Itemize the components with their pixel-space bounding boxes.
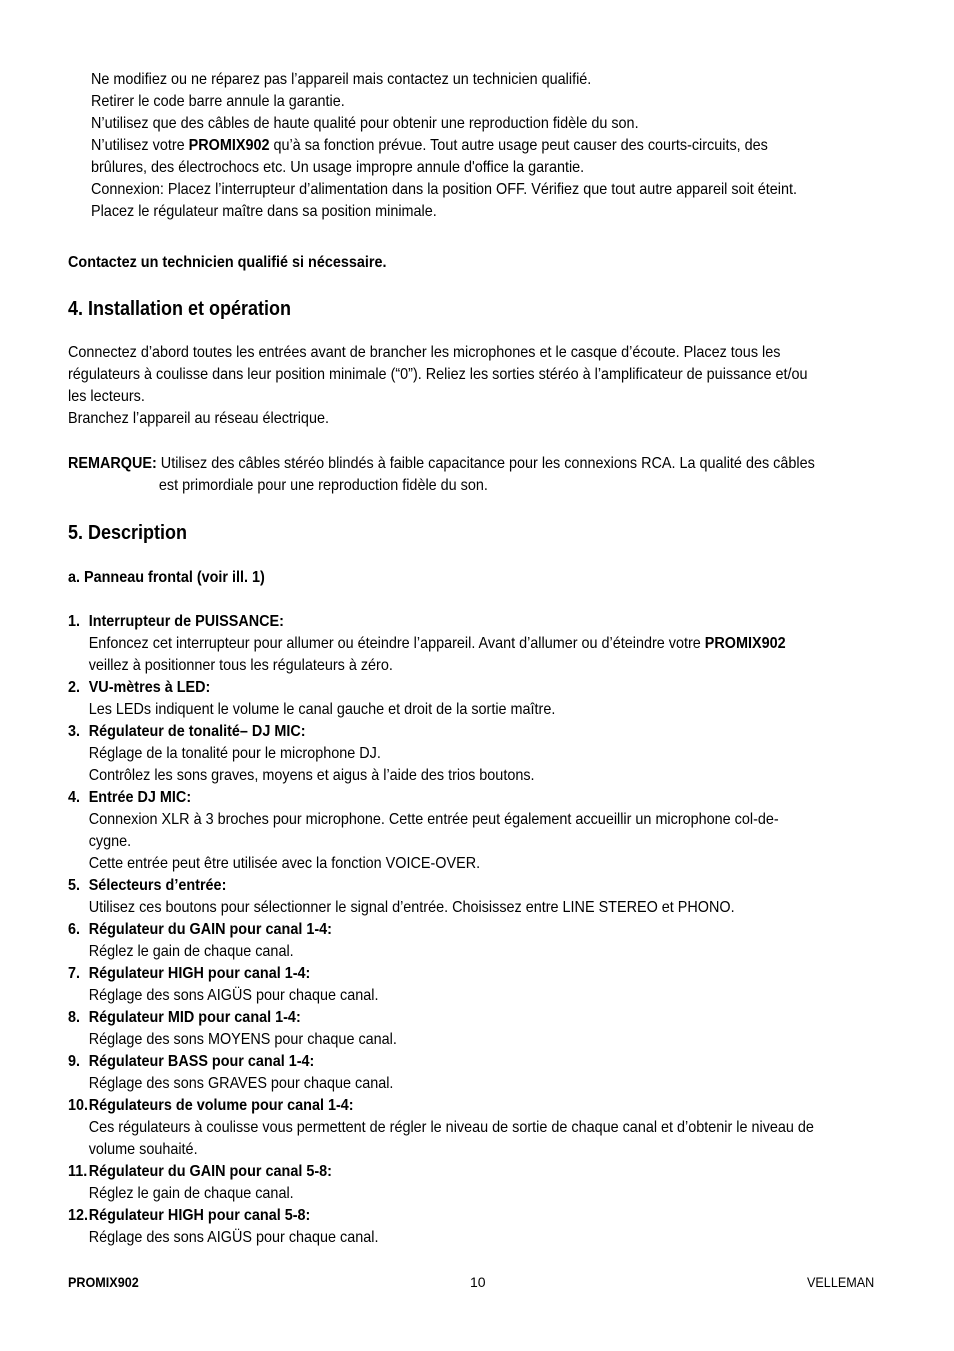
list-item-body — [68, 633, 896, 655]
list-item-number: 5. — [68, 877, 81, 894]
list-item-number: 12. — [68, 1207, 89, 1224]
list-item-title — [68, 721, 896, 743]
list-item-body: Cette entrée peut être utilisée avec la fonction VOICE-OVER. — [88, 855, 481, 872]
list-item-title — [68, 1161, 896, 1183]
paragraph-line: les lecteurs. — [68, 388, 145, 405]
list-item — [68, 919, 896, 963]
list-item-heading: Régulateur du GAIN pour canal 1-4: — [88, 921, 332, 938]
bullet-line — [91, 135, 883, 157]
brand-name: PROMIX902 — [188, 137, 270, 154]
list-item-number: 11. — [68, 1163, 88, 1180]
list-item-body: Ces régulateurs à coulisse vous permettent de régler le niveau de sortie de chaque canal et d’obtenir le niveau de — [88, 1119, 814, 1136]
list-item-heading: Sélecteurs d’entrée: — [88, 877, 227, 894]
brand-name: PROMIX902 — [704, 635, 786, 652]
list-item-number: 1. — [68, 613, 81, 630]
list-item-title — [68, 963, 896, 985]
list-item-body: Réglage des sons AIGÜS pour chaque canal. — [88, 1229, 379, 1246]
list-item — [68, 1095, 896, 1161]
bullet-line: Ne modifiez ou ne réparez pas l’appareil mais contactez un technicien qualifié. — [91, 71, 592, 88]
list-item-body: Contrôlez les sons graves, moyens et aigus à l’aide des trios boutons. — [88, 767, 535, 784]
bullet-line: Connexion: Placez l’interrupteur d’alimentation dans la position OFF. Vérifiez que tout autre appareil soit éteint. — [91, 181, 797, 198]
list-item-number: 4. — [68, 789, 81, 806]
bullet-line: Retirer le code barre annule la garantie. — [91, 93, 345, 110]
list-item-title — [68, 1051, 896, 1073]
bullet-text: N’utilisez votre — [91, 137, 189, 154]
list-item-body: veillez à positionner tous les régulateurs à zéro. — [88, 657, 393, 674]
list-item-body: Les LEDs indiquent le volume le canal gauche et droit de la sortie maître. — [88, 701, 556, 718]
list-item-heading: Régulateur MID pour canal 1-4: — [88, 1009, 301, 1026]
list-item — [68, 1205, 896, 1249]
section-heading-description: 5. Description — [68, 522, 188, 544]
installation-text — [68, 342, 887, 430]
list-item-body: Réglage des sons AIGÜS pour chaque canal. — [88, 987, 379, 1004]
list-item — [68, 677, 896, 721]
list-item-body: Connexion XLR à 3 broches pour microphone. Cette entrée peut également accueillir un microphone col-de- — [88, 811, 779, 828]
list-item-body: Réglage des sons GRAVES pour chaque canal. — [88, 1075, 394, 1092]
list-item-number: 3. — [68, 723, 81, 740]
description-list — [68, 611, 896, 1249]
list-item-title — [68, 787, 896, 809]
list-item-body: volume souhaité. — [88, 1141, 198, 1158]
list-item — [68, 721, 896, 787]
list-item-number: 2. — [68, 679, 81, 696]
list-item-body: Réglage de la tonalité pour le microphone DJ. — [88, 745, 381, 762]
list-item-body: Utilisez ces boutons pour sélectionner le signal d’entrée. Choisissez entre LINE STEREO et PHONO. — [88, 899, 735, 916]
list-item-title — [68, 1007, 896, 1029]
safety-bullets — [91, 69, 883, 223]
list-item-title — [68, 611, 896, 633]
remark-block — [68, 453, 887, 497]
list-item-title — [68, 1205, 896, 1227]
remark-line: est primordiale pour une reproduction fidèle du son. — [158, 477, 488, 494]
bullet-line: N’utilisez que des câbles de haute qualité pour obtenir une reproduction fidèle du son. — [91, 115, 639, 132]
remark-label: REMARQUE: — [68, 455, 157, 472]
list-item-heading: Entrée DJ MIC: — [88, 789, 192, 806]
list-item-heading: Interrupteur de PUISSANCE: — [88, 613, 284, 630]
list-item-title — [68, 919, 896, 941]
bullet-line: brûlures, des électrochocs etc. Un usage impropre annule d'office la garantie. — [91, 159, 585, 176]
list-item-number: 7. — [68, 965, 81, 982]
remark-line — [68, 453, 887, 475]
paragraph-line: Connectez d’abord toutes les entrées avant de brancher les microphones et le casque d’écoute. Placez tous les — [68, 344, 781, 361]
list-item-title — [68, 677, 896, 699]
remark-text: Utilisez des câbles stéréo blindés à faible capacitance pour les connexions RCA. La qualité des câbles — [156, 455, 815, 472]
list-item-number: 9. — [68, 1053, 81, 1070]
list-item-text: Enfoncez cet interrupteur pour allumer ou éteindre l’appareil. Avant d’allumer ou d’éteindre votre — [88, 635, 705, 652]
list-item — [68, 1161, 896, 1205]
list-item-heading: Régulateur BASS pour canal 1-4: — [88, 1053, 315, 1070]
list-item-title — [68, 875, 896, 897]
list-item-heading: VU-mètres à LED: — [88, 679, 211, 696]
list-item-number: 6. — [68, 921, 81, 938]
section-heading-installation: 4. Installation et opération — [68, 298, 292, 320]
paragraph-line: régulateurs à coulisse dans leur position minimale (“0”). Reliez les sorties stéréo à l’amplificateur de puissance et/ou — [68, 366, 808, 383]
list-item-heading: Régulateur HIGH pour canal 5-8: — [88, 1207, 311, 1224]
list-item-number: 8. — [68, 1009, 81, 1026]
footer-page-number: 10 — [470, 1274, 486, 1290]
list-item-title — [68, 1095, 896, 1117]
bullet-text: qu’à sa fonction prévue. Tout autre usage peut causer des courts-circuits, des — [269, 137, 768, 154]
subsection-heading: a. Panneau frontal (voir ill. 1) — [68, 569, 265, 586]
contact-note: Contactez un technicien qualifié si nécessaire. — [68, 254, 387, 271]
list-item — [68, 875, 896, 919]
list-item-heading: Régulateur de tonalité– DJ MIC: — [88, 723, 306, 740]
footer-model: PROMIX902 — [68, 1274, 139, 1290]
list-item-number: 10. — [68, 1097, 89, 1114]
list-item — [68, 1051, 896, 1095]
list-item — [68, 611, 896, 677]
list-item-body: Réglez le gain de chaque canal. — [88, 943, 294, 960]
list-item — [68, 1007, 896, 1051]
list-item-body: cygne. — [88, 833, 132, 850]
list-item — [68, 787, 896, 875]
list-item-heading: Régulateur du GAIN pour canal 5-8: — [88, 1163, 332, 1180]
list-item-body: Réglage des sons MOYENS pour chaque canal. — [88, 1031, 397, 1048]
list-item — [68, 963, 896, 1007]
list-item-body: Réglez le gain de chaque canal. — [88, 1185, 294, 1202]
paragraph-line: Branchez l’appareil au réseau électrique. — [68, 410, 329, 427]
bullet-line: Placez le régulateur maître dans sa position minimale. — [91, 203, 437, 220]
list-item-heading: Régulateur HIGH pour canal 1-4: — [88, 965, 311, 982]
footer-brand: VELLEMAN — [807, 1274, 875, 1290]
list-item-heading: Régulateurs de volume pour canal 1-4: — [88, 1097, 354, 1114]
